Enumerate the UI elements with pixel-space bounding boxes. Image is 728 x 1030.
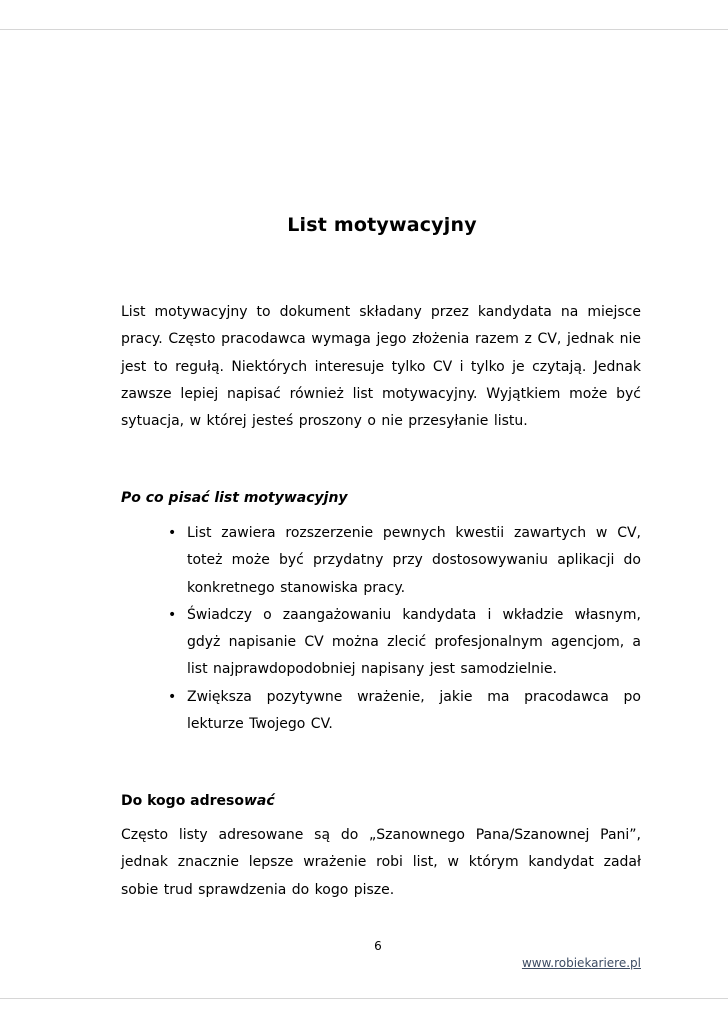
heading-text-italic: wać — [244, 793, 275, 809]
bullet-text: Zwiększa pozytywne wrażenie, jakie ma pracodawca po lekturze Twojego CV. — [187, 688, 641, 733]
bullet-item — [121, 602, 641, 684]
page-top-divider — [0, 29, 728, 30]
bullet-icon: • — [168, 606, 177, 623]
intro-paragraph: List motywacyjny to dokument składany przez kandydata na miejsce pracy. Często pracodawca wymaga jego złożenia razem z CV, jednak nie jest to regułą. Niektórych interesuje tylko CV i tylko je czytają. Jednak zawsze lepiej napisać również list motywacyjny. Wyjątkiem może być sytuacja, w której jesteś proszony o nie przesyłanie listu. — [121, 304, 641, 430]
bullet-item — [121, 684, 641, 739]
bullet-item — [121, 520, 641, 602]
page-bottom-divider — [0, 998, 728, 999]
bullet-icon: • — [168, 525, 177, 541]
bullet-text: Świadczy o zaangażowaniu kandydata i wkładzie własnym, gdyż napisanie CV można zlecić profesjonalnym agencjom, a list najprawdopodobniej napisany jest samodzielnie. — [187, 606, 641, 678]
heading-text-plain: Do kogo adreso — [121, 793, 244, 809]
bullet-icon: • — [168, 688, 177, 705]
addressing-paragraph: Często listy adresowane są do „Szanownego Pana/Szanownej Pani”, jednak znacznie lepsze wrażenie robi list, w którym kandydat zadał sobie trud sprawdzenia do kogo pisze. — [121, 827, 641, 898]
document-title: List motywacyjny — [287, 214, 477, 236]
section-heading-why: Po co pisać list motywacyjny — [121, 490, 348, 506]
bullet-text: List zawiera rozszerzenie pewnych kwestii zawartych w CV, toteż może być przydatny przy dostosowywaniu aplikacji do konkretnego stanowiska pracy. — [187, 525, 641, 596]
website-link[interactable]: www.robiekariere.pl — [521, 956, 641, 970]
section-heading-addressing — [121, 793, 275, 809]
page-number: 6 — [374, 939, 382, 953]
reasons-bullet-list — [121, 520, 641, 738]
